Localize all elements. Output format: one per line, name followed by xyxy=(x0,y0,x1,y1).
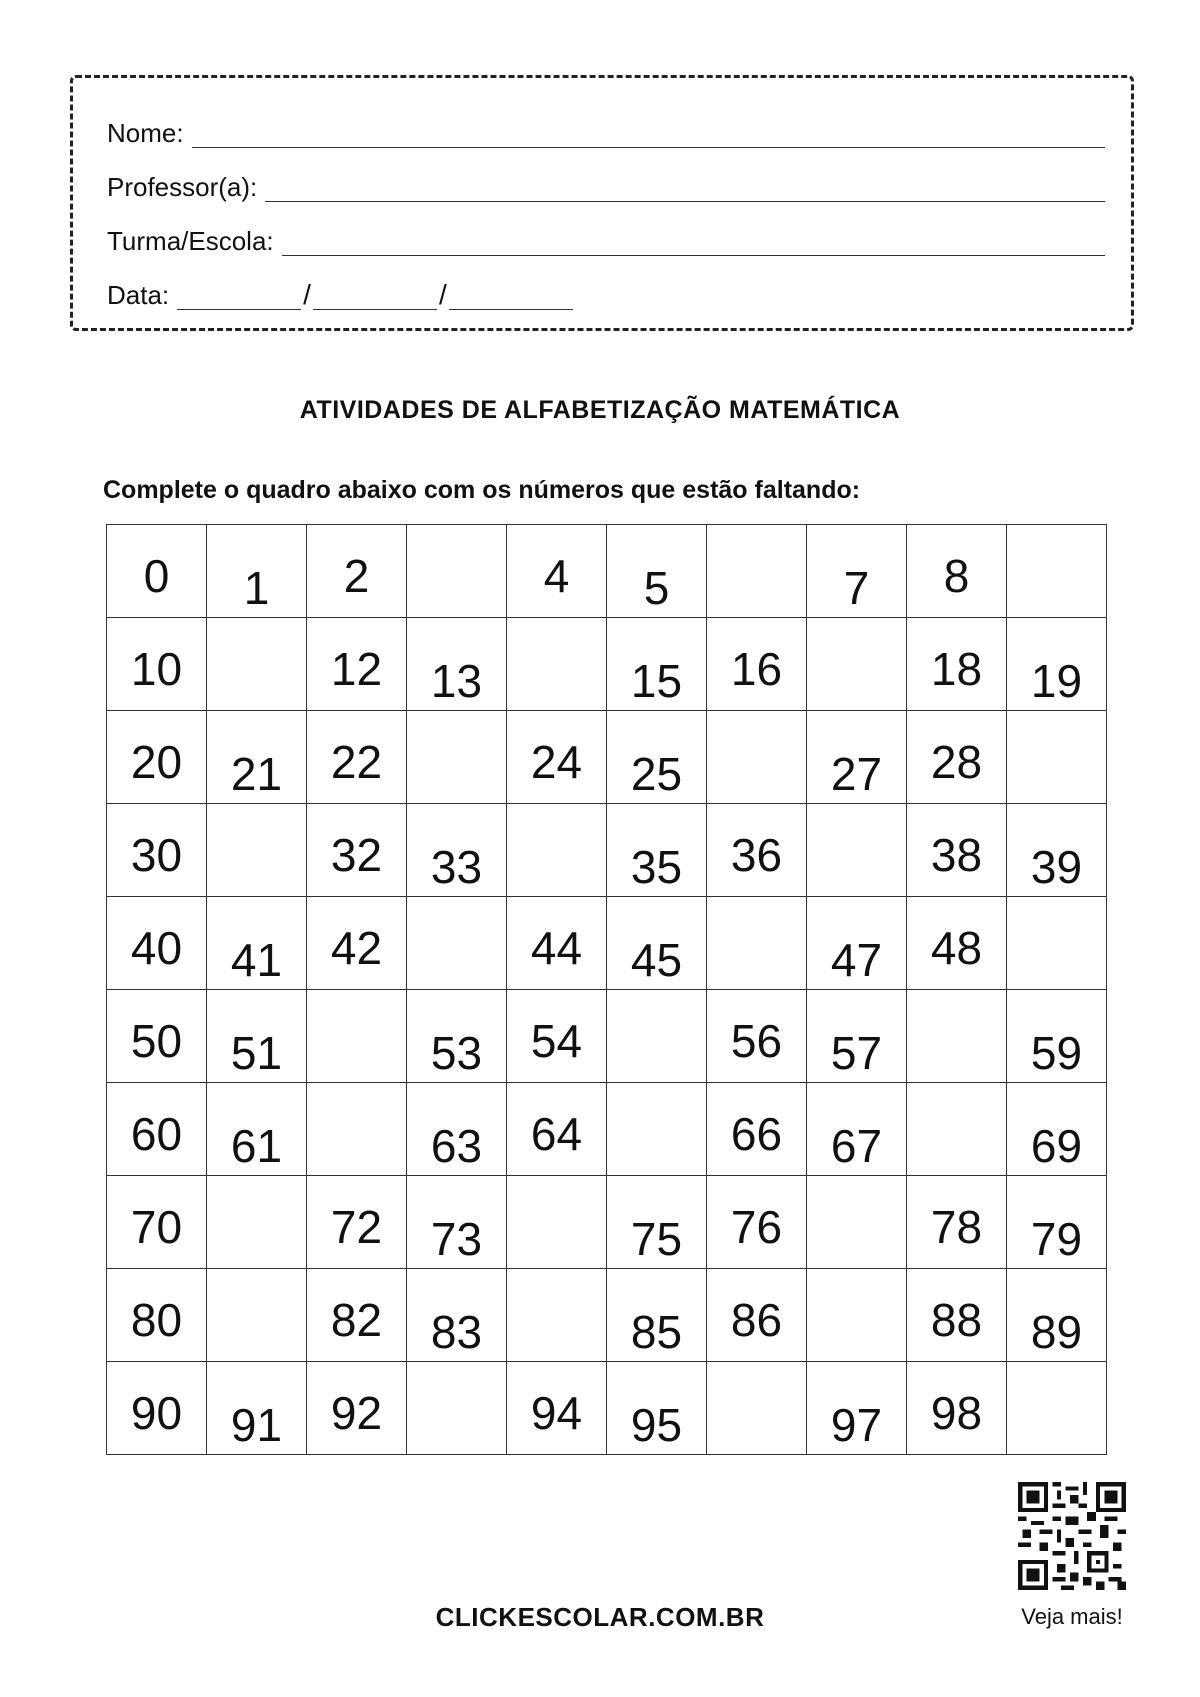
number-cell xyxy=(807,1083,907,1176)
number-cell xyxy=(807,525,907,618)
cell-number: 70 xyxy=(130,1201,183,1253)
number-cell xyxy=(1007,1083,1107,1176)
blank-cell[interactable] xyxy=(607,990,707,1083)
number-cell xyxy=(207,897,307,990)
cell-number: 8 xyxy=(943,550,970,602)
cell-number: 78 xyxy=(930,1201,983,1253)
cell-number: 2 xyxy=(343,550,370,602)
blank-cell[interactable] xyxy=(607,1083,707,1176)
number-cell xyxy=(807,1362,907,1455)
number-cell xyxy=(807,897,907,990)
number-cell xyxy=(307,1269,407,1362)
date-separator: / xyxy=(438,279,447,310)
cell-number: 22 xyxy=(330,736,383,788)
cell-number: 12 xyxy=(330,643,383,695)
number-cell xyxy=(707,804,807,897)
cell-number: 30 xyxy=(130,829,183,881)
data-field[interactable] xyxy=(107,270,573,310)
number-cell xyxy=(1007,990,1107,1083)
number-cell xyxy=(907,804,1007,897)
blank-cell[interactable] xyxy=(1007,897,1107,990)
number-cell xyxy=(807,711,907,804)
blank-cell[interactable] xyxy=(807,804,907,897)
number-cell xyxy=(807,990,907,1083)
date-year-line[interactable] xyxy=(449,281,573,310)
number-cell xyxy=(907,618,1007,711)
number-cell xyxy=(307,804,407,897)
cell-number: 4 xyxy=(543,550,570,602)
number-cell xyxy=(607,711,707,804)
blank-cell[interactable] xyxy=(907,990,1007,1083)
blank-cell[interactable] xyxy=(407,525,507,618)
cell-number: 50 xyxy=(130,1015,183,1067)
number-grid xyxy=(106,524,1107,1455)
number-cell xyxy=(907,897,1007,990)
number-cell xyxy=(607,525,707,618)
number-cell xyxy=(107,804,207,897)
cell-number: 76 xyxy=(730,1201,783,1253)
cell-number: 51 xyxy=(230,1027,283,1079)
number-cell xyxy=(107,1083,207,1176)
cell-number: 35 xyxy=(630,841,683,893)
number-cell xyxy=(407,618,507,711)
number-cell xyxy=(107,990,207,1083)
number-cell xyxy=(607,618,707,711)
number-cell xyxy=(1007,1269,1107,1362)
number-cell xyxy=(907,1176,1007,1269)
blank-cell[interactable] xyxy=(407,1362,507,1455)
cell-number: 39 xyxy=(1030,841,1083,893)
number-cell xyxy=(407,1176,507,1269)
cell-number: 85 xyxy=(630,1306,683,1358)
number-cell xyxy=(607,897,707,990)
turma-field[interactable] xyxy=(107,216,1105,256)
cell-number: 61 xyxy=(230,1120,283,1172)
number-cell xyxy=(507,525,607,618)
nome-field[interactable] xyxy=(107,108,1105,148)
number-cell xyxy=(707,618,807,711)
cell-number: 75 xyxy=(630,1213,683,1265)
turma-line[interactable] xyxy=(282,227,1105,256)
cell-number: 1 xyxy=(243,562,270,614)
blank-cell[interactable] xyxy=(207,618,307,711)
instruction-text: Complete o quadro abaixo com os números que estão faltando: xyxy=(103,476,861,504)
blank-cell[interactable] xyxy=(507,804,607,897)
blank-cell[interactable] xyxy=(507,1269,607,1362)
cell-number: 24 xyxy=(530,736,583,788)
turma-label: Turma/Escola: xyxy=(107,226,274,256)
blank-cell[interactable] xyxy=(1007,1362,1107,1455)
blank-cell[interactable] xyxy=(707,711,807,804)
number-cell xyxy=(507,1362,607,1455)
data-label: Data: xyxy=(107,280,170,310)
cell-number: 27 xyxy=(830,748,883,800)
cell-number: 15 xyxy=(630,655,683,707)
cell-number: 21 xyxy=(230,748,283,800)
cell-number: 48 xyxy=(930,922,983,974)
number-cell xyxy=(107,897,207,990)
cell-number: 86 xyxy=(730,1294,783,1346)
number-cell xyxy=(507,897,607,990)
blank-cell[interactable] xyxy=(207,804,307,897)
cell-number: 79 xyxy=(1030,1213,1083,1265)
number-cell xyxy=(207,990,307,1083)
number-cell xyxy=(607,1176,707,1269)
number-cell xyxy=(907,1269,1007,1362)
cell-number: 42 xyxy=(330,922,383,974)
number-cell xyxy=(907,1362,1007,1455)
date-separator: / xyxy=(303,279,311,310)
number-cell xyxy=(307,618,407,711)
number-cell xyxy=(1007,804,1107,897)
date-day-line[interactable] xyxy=(177,281,301,310)
footer-site[interactable]: CLICKESCOLAR.COM.BR xyxy=(435,1602,765,1632)
cell-number: 25 xyxy=(630,748,683,800)
number-cell xyxy=(207,1083,307,1176)
number-cell xyxy=(207,711,307,804)
student-info-box xyxy=(70,75,1134,331)
number-cell xyxy=(307,525,407,618)
number-cell xyxy=(607,804,707,897)
cell-number: 10 xyxy=(130,643,183,695)
nome-line[interactable] xyxy=(192,119,1105,148)
cell-number: 90 xyxy=(130,1387,183,1439)
blank-cell[interactable] xyxy=(407,711,507,804)
number-cell xyxy=(107,1269,207,1362)
number-cell xyxy=(307,1176,407,1269)
cell-number: 45 xyxy=(630,934,683,986)
cell-number: 19 xyxy=(1030,655,1083,707)
cell-number: 94 xyxy=(530,1387,583,1439)
cell-number: 89 xyxy=(1030,1306,1083,1358)
cell-number: 53 xyxy=(430,1027,483,1079)
cell-number: 66 xyxy=(730,1108,783,1160)
blank-cell[interactable] xyxy=(207,1269,307,1362)
number-cell xyxy=(107,1176,207,1269)
cell-number: 82 xyxy=(330,1294,383,1346)
number-cell xyxy=(407,1269,507,1362)
cell-number: 16 xyxy=(730,643,783,695)
qr-caption: Veja mais! xyxy=(1021,1604,1123,1629)
number-cell xyxy=(207,1362,307,1455)
blank-cell[interactable] xyxy=(307,990,407,1083)
number-cell xyxy=(107,1362,207,1455)
cell-number: 63 xyxy=(430,1120,483,1172)
blank-cell[interactable] xyxy=(1007,525,1107,618)
cell-number: 44 xyxy=(530,922,583,974)
cell-number: 97 xyxy=(830,1399,883,1451)
cell-number: 69 xyxy=(1030,1120,1083,1172)
number-cell xyxy=(107,525,207,618)
blank-cell[interactable] xyxy=(207,1176,307,1269)
cell-number: 88 xyxy=(930,1294,983,1346)
cell-number: 91 xyxy=(230,1399,283,1451)
cell-number: 67 xyxy=(830,1120,883,1172)
cell-number: 36 xyxy=(730,829,783,881)
cell-number: 59 xyxy=(1030,1027,1083,1079)
blank-cell[interactable] xyxy=(707,897,807,990)
blank-cell[interactable] xyxy=(807,1269,907,1362)
cell-number: 41 xyxy=(230,934,283,986)
number-cell xyxy=(107,711,207,804)
cell-number: 57 xyxy=(830,1027,883,1079)
blank-cell[interactable] xyxy=(507,1176,607,1269)
number-cell xyxy=(207,525,307,618)
cell-number: 72 xyxy=(330,1201,383,1253)
cell-number: 13 xyxy=(430,655,483,707)
cell-number: 28 xyxy=(930,736,983,788)
cell-number: 0 xyxy=(143,550,170,602)
cell-number: 56 xyxy=(730,1015,783,1067)
number-cell xyxy=(507,1083,607,1176)
cell-number: 92 xyxy=(330,1387,383,1439)
cell-number: 18 xyxy=(930,643,983,695)
cell-number: 83 xyxy=(430,1306,483,1358)
number-cell xyxy=(707,1269,807,1362)
blank-cell[interactable] xyxy=(1007,711,1107,804)
cell-number: 40 xyxy=(130,922,183,974)
blank-cell[interactable] xyxy=(907,1083,1007,1176)
blank-cell[interactable] xyxy=(407,897,507,990)
number-cell xyxy=(307,711,407,804)
cell-number: 47 xyxy=(830,934,883,986)
number-cell xyxy=(107,618,207,711)
number-cell xyxy=(307,897,407,990)
number-cell xyxy=(407,804,507,897)
blank-cell[interactable] xyxy=(707,525,807,618)
blank-cell[interactable] xyxy=(507,618,607,711)
cell-number: 33 xyxy=(430,841,483,893)
cell-number: 73 xyxy=(430,1213,483,1265)
cell-number: 32 xyxy=(330,829,383,881)
number-cell xyxy=(407,990,507,1083)
professor-label: Professor(a): xyxy=(107,172,258,202)
cell-number: 54 xyxy=(530,1015,583,1067)
page-title: ATIVIDADES DE ALFABETIZAÇÃO MATEMÁTICA xyxy=(299,396,901,424)
number-cell xyxy=(1007,1176,1107,1269)
blank-cell[interactable] xyxy=(707,1362,807,1455)
number-cell xyxy=(407,1083,507,1176)
number-cell xyxy=(607,1362,707,1455)
professor-field[interactable] xyxy=(107,162,1105,202)
nome-label: Nome: xyxy=(107,118,184,148)
cell-number: 38 xyxy=(930,829,983,881)
number-cell xyxy=(1007,618,1107,711)
cell-number: 5 xyxy=(643,562,670,614)
number-cell xyxy=(707,990,807,1083)
cell-number: 60 xyxy=(130,1108,183,1160)
professor-line[interactable] xyxy=(265,173,1105,202)
number-cell xyxy=(707,1176,807,1269)
cell-number: 64 xyxy=(530,1108,583,1160)
date-month-line[interactable] xyxy=(313,281,437,310)
cell-number: 80 xyxy=(130,1294,183,1346)
number-cell xyxy=(907,711,1007,804)
blank-cell[interactable] xyxy=(807,1176,907,1269)
cell-number: 98 xyxy=(930,1387,983,1439)
blank-cell[interactable] xyxy=(307,1083,407,1176)
number-cell xyxy=(607,1269,707,1362)
number-cell xyxy=(907,525,1007,618)
cell-number: 7 xyxy=(843,562,870,614)
cell-number: 20 xyxy=(130,736,183,788)
qr-code-icon[interactable] xyxy=(1018,1482,1126,1590)
number-cell xyxy=(507,990,607,1083)
number-cell xyxy=(307,1362,407,1455)
number-cell xyxy=(707,1083,807,1176)
blank-cell[interactable] xyxy=(807,618,907,711)
cell-number: 95 xyxy=(630,1399,683,1451)
number-cell xyxy=(507,711,607,804)
